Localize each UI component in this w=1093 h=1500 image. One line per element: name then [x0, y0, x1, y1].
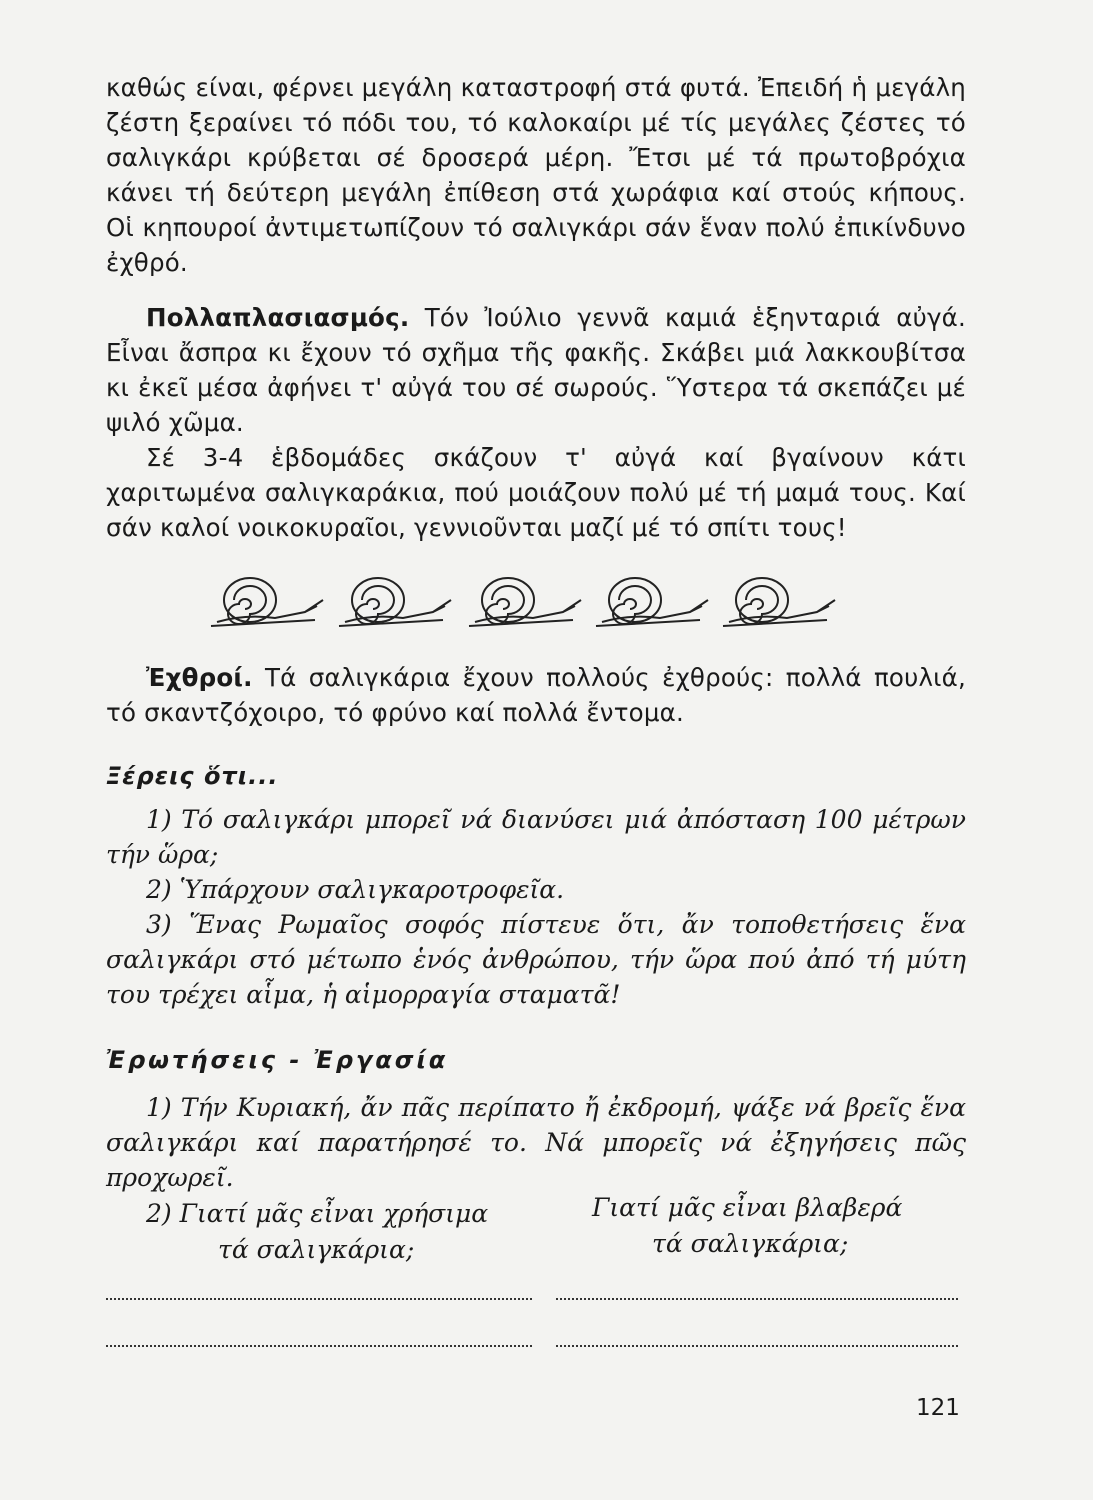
reproduction-paragraph [106, 300, 966, 440]
answer-line-right[interactable] [556, 1298, 958, 1300]
intro-text: καθώς είναι, φέρνει μεγάλη καταστροφή στά φυτά. Ἐπειδή ἡ μεγάλη ζέστη ξεραίνει τό πόδι του, τό καλοκαίρι μέ τίς μεγάλες ζέστες τό σαλιγκάρι κρύβεται σέ δροσερά μέρη. Ἔτσι μέ τά πρωτοβρόχια κάνει τή δεύτερη μεγάλη ἐπίθεση στά χωράφια καί στούς κήπους. Οἱ κηπουροί ἀντιμετωπίζουν τό σαλιγκάρι σάν ἕναν πολύ ἐπικίνδυνο ἐχθρό. [106, 73, 966, 277]
fact-item: 3) Ἕνας Ρωμαῖος σοφός πίστευε ὅτι, ἄν τοποθετήσεις ἕνα σαλιγκάρι στό μέτωπο ἑνός ἀνθρώπου, τήν ὥρα πού ἀπό τή μύτη του τρέχει αἷμα, ἡ αἱμορραγία σταματᾶ! [106, 910, 966, 1009]
snail-icon [333, 570, 458, 635]
snail-icon [717, 570, 842, 635]
answer-line-right[interactable] [556, 1345, 958, 1347]
question-1-block [106, 1090, 966, 1195]
question-2-right-line1: Γιατί μᾶς εἶναι βλαβερά [592, 1193, 903, 1222]
question-2-left-line2: τά σαλιγκάρια; [218, 1235, 415, 1264]
did-you-know-title: Ξέρεις ὅτι... [106, 762, 279, 790]
snail-icon [463, 570, 588, 635]
enemies-text: Τά σαλιγκάρια ἔχουν πολλούς ἐχθρούς: πολλά πουλιά, τό σκαντζόχοιρο, τό φρύνο καί πολλά ἔντομα. [106, 663, 966, 727]
enemies-section [106, 660, 966, 730]
question-2-right-line2: τά σαλιγκάρια; [652, 1229, 849, 1258]
page-number: 121 [916, 1395, 960, 1421]
hatching-paragraph: Σέ 3-4 ἑβδομάδες σκάζουν τ' αὐγά καί βγαίνουν κάτι χαριτωμένα σαλιγκαράκια, πού μοιάζουν πολύ μέ τή μαμά τους. Καί σάν καλοί νοικοκυραῖοι, γεννιοῦνται μαζί μέ τό σπίτι τους! [106, 443, 966, 542]
enemies-heading: Ἐχθροί. [146, 663, 253, 692]
snail-illustrations [205, 570, 845, 640]
fact-item: 1) Τό σαλιγκάρι μπορεῖ νά διανύσει μιά ἀπόσταση 100 μέτρων τήν ὥρα; [106, 805, 966, 869]
enemies-paragraph [106, 660, 966, 730]
snail-icon [590, 570, 715, 635]
did-you-know-list [106, 802, 966, 1012]
answer-line-left[interactable] [106, 1298, 532, 1300]
snail-icon [205, 570, 330, 635]
question-item: 1) Τήν Κυριακή, ἄν πᾶς περίπατο ἤ ἐκδρομή, ψάξε νά βρεῖς ἕνα σαλιγκάρι καί παρατήρησέ το. Νά μπορεῖς νά ἐξηγήσεις πῶς προχωρεῖ. [106, 1093, 966, 1192]
reproduction-section [106, 300, 966, 545]
reproduction-heading: Πολλαπλασιασμός. [146, 303, 410, 332]
reproduction-text: Τόν Ἰούλιο γεννᾶ καμιά ἑξηνταριά αὐγά. Εἶναι ἄσπρα κι ἔχουν τό σχῆμα τῆς φακῆς. Σκάβει μιά λακκουβίτσα κι ἐκεῖ μέσα ἀφήνει τ' αὐγά του σέ σωρούς. Ὕστερα τά σκεπάζει μέ ψιλό χῶμα. [106, 303, 966, 437]
questions-title: Ἐρωτήσεις - Ἐργασία [106, 1046, 449, 1074]
question-2-left-line1: 2) Γιατί μᾶς εἶναι χρήσιμα [146, 1199, 489, 1228]
fact-item: 2) Ὑπάρχουν σαλιγκαροτροφεῖα. [146, 875, 565, 904]
answer-line-left[interactable] [106, 1345, 532, 1347]
intro-paragraph [106, 70, 966, 280]
